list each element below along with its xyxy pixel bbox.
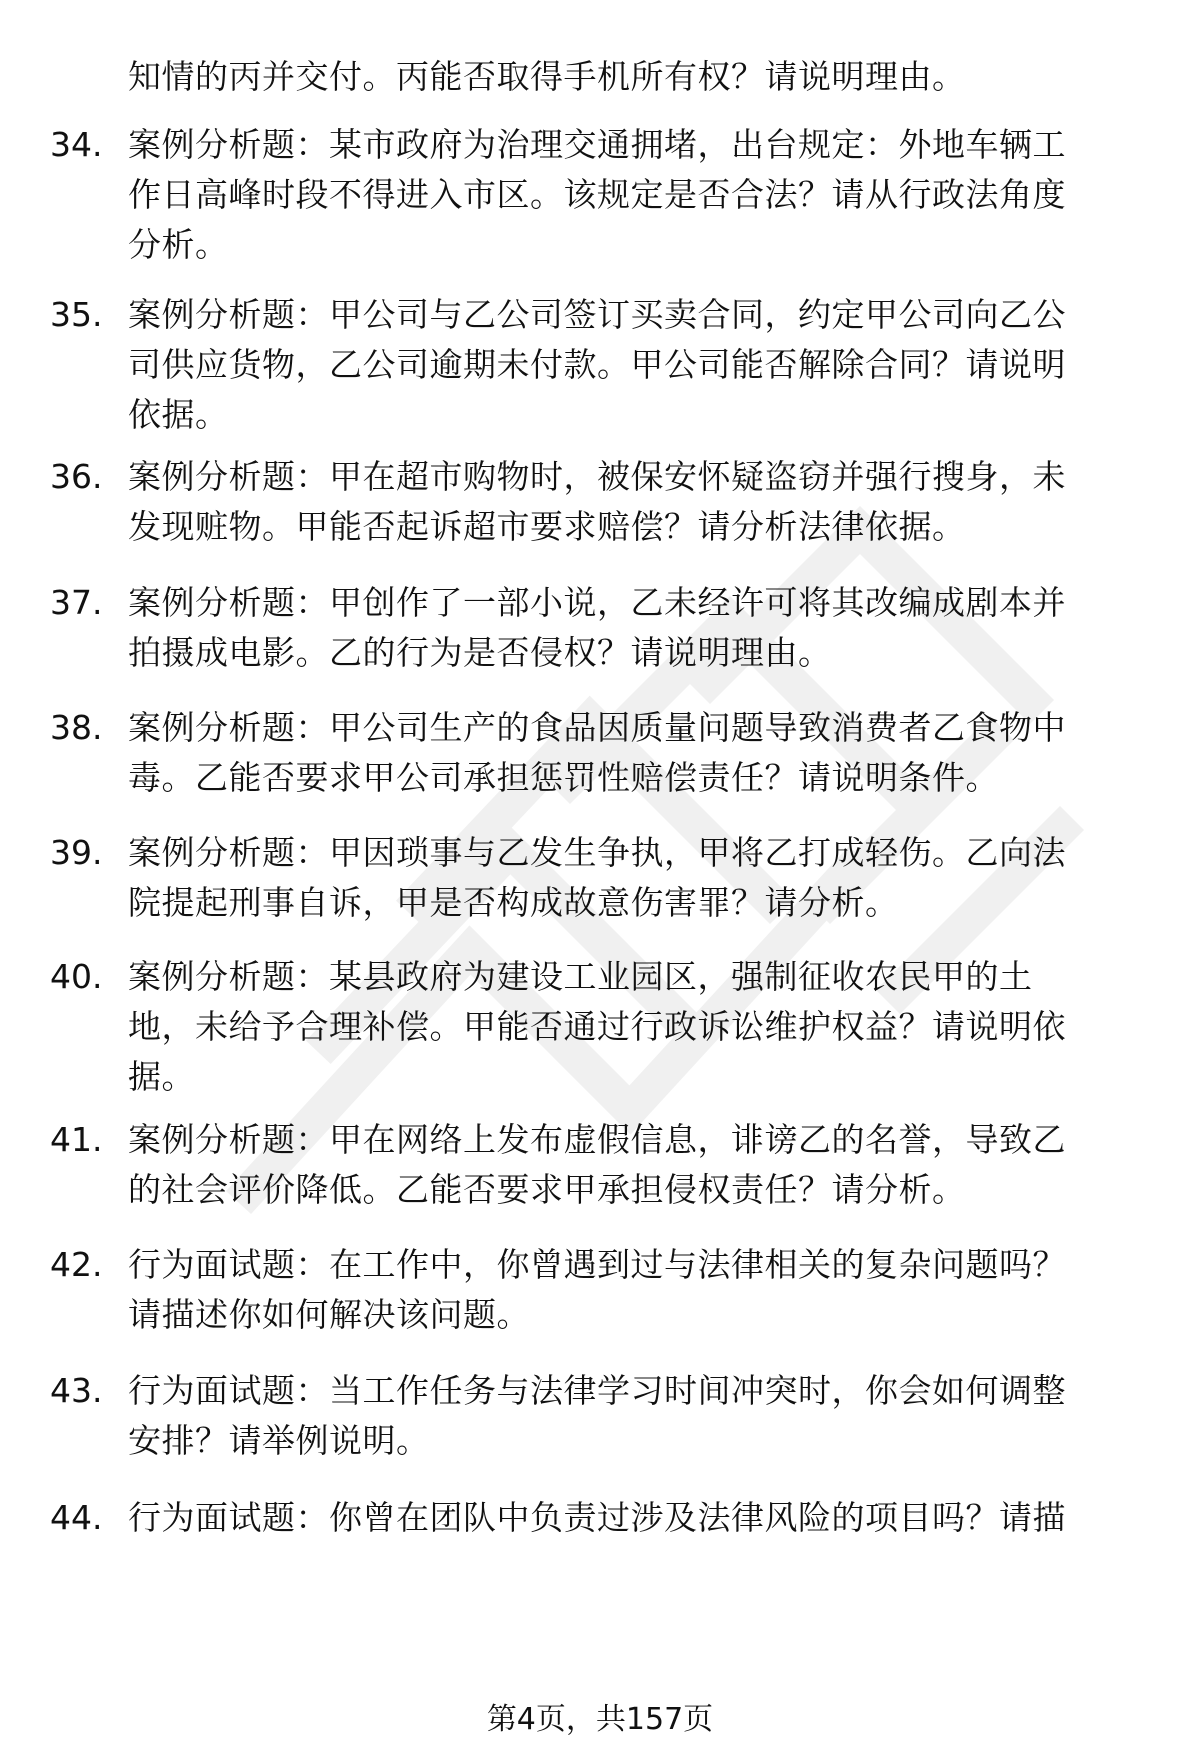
question-text bbox=[128, 452, 1140, 552]
question-line: 案例分析题：甲在网络上发布虚假信息，诽谤乙的名誉，导致乙 bbox=[128, 1120, 1066, 1159]
question-number: 36. bbox=[50, 457, 103, 496]
question-text bbox=[128, 1493, 1140, 1543]
page-footer: 第4页，共157页 bbox=[486, 1702, 714, 1737]
question-number: 44. bbox=[50, 1498, 103, 1537]
question-number: 40. bbox=[50, 957, 103, 996]
question-line: 据。 bbox=[128, 1057, 195, 1096]
question-line: 案例分析题：某市政府为治理交通拥堵，出台规定：外地车辆工 bbox=[128, 125, 1066, 164]
question-line: 行为面试题：当工作任务与法律学习时间冲突时，你会如何调整 bbox=[128, 1371, 1066, 1410]
question-number: 35. bbox=[50, 295, 103, 334]
question-text bbox=[128, 828, 1140, 928]
question-number: 38. bbox=[50, 708, 103, 747]
question-text bbox=[128, 120, 1140, 270]
question-number: 41. bbox=[50, 1120, 103, 1159]
question-text bbox=[128, 703, 1140, 803]
question-line: 司供应货物，乙公司逾期未付款。甲公司能否解除合同？请说明 bbox=[128, 345, 1066, 384]
question-line: 案例分析题：甲在超市购物时，被保安怀疑盗窃并强行搜身，未 bbox=[128, 457, 1066, 496]
question-text bbox=[128, 1366, 1140, 1466]
question-number: 42. bbox=[50, 1245, 103, 1284]
question-line: 毒。乙能否要求甲公司承担惩罚性赔偿责任？请说明条件。 bbox=[128, 758, 999, 797]
question-text bbox=[128, 1240, 1140, 1340]
question-line: 案例分析题：甲公司生产的食品因质量问题导致消费者乙食物中 bbox=[128, 708, 1066, 747]
question-line: 案例分析题：某县政府为建设工业园区，强制征收农民甲的土 bbox=[128, 957, 1033, 996]
question-line: 行为面试题：在工作中，你曾遇到过与法律相关的复杂问题吗？ bbox=[128, 1245, 1066, 1284]
question-line: 的社会评价降低。乙能否要求甲承担侵权责任？请分析。 bbox=[128, 1170, 966, 1209]
question-line: 分析。 bbox=[128, 225, 229, 264]
question-text bbox=[128, 952, 1140, 1102]
question-line: 行为面试题：你曾在团队中负责过涉及法律风险的项目吗？请描 bbox=[128, 1498, 1066, 1537]
question-number: 43. bbox=[50, 1371, 103, 1410]
question-text bbox=[128, 290, 1140, 440]
question-number: 39. bbox=[50, 833, 103, 872]
question-line: 安排？请举例说明。 bbox=[128, 1421, 430, 1460]
question-line: 案例分析题：甲因琐事与乙发生争执，甲将乙打成轻伤。乙向法 bbox=[128, 833, 1066, 872]
question-line: 案例分析题：甲创作了一部小说，乙未经许可将其改编成剧本并 bbox=[128, 583, 1066, 622]
question-line: 拍摄成电影。乙的行为是否侵权？请说明理由。 bbox=[128, 633, 832, 672]
continued-question-text: 知情的丙并交付。丙能否取得手机所有权？请说明理由。 bbox=[128, 57, 966, 96]
question-text bbox=[128, 1115, 1140, 1215]
question-number: 34. bbox=[50, 125, 103, 164]
question-line: 发现赃物。甲能否起诉超市要求赔偿？请分析法律依据。 bbox=[128, 507, 966, 546]
question-line: 案例分析题：甲公司与乙公司签订买卖合同，约定甲公司向乙公 bbox=[128, 295, 1066, 334]
question-text bbox=[128, 578, 1140, 678]
question-line: 地，未给予合理补偿。甲能否通过行政诉讼维护权益？请说明依 bbox=[128, 1007, 1066, 1046]
question-line: 作日高峰时段不得进入市区。该规定是否合法？请从行政法角度 bbox=[128, 175, 1066, 214]
question-line: 请描述你如何解决该问题。 bbox=[128, 1295, 530, 1334]
question-number: 37. bbox=[50, 583, 103, 622]
question-line: 院提起刑事自诉，甲是否构成故意伤害罪？请分析。 bbox=[128, 883, 899, 922]
question-line: 依据。 bbox=[128, 395, 229, 434]
